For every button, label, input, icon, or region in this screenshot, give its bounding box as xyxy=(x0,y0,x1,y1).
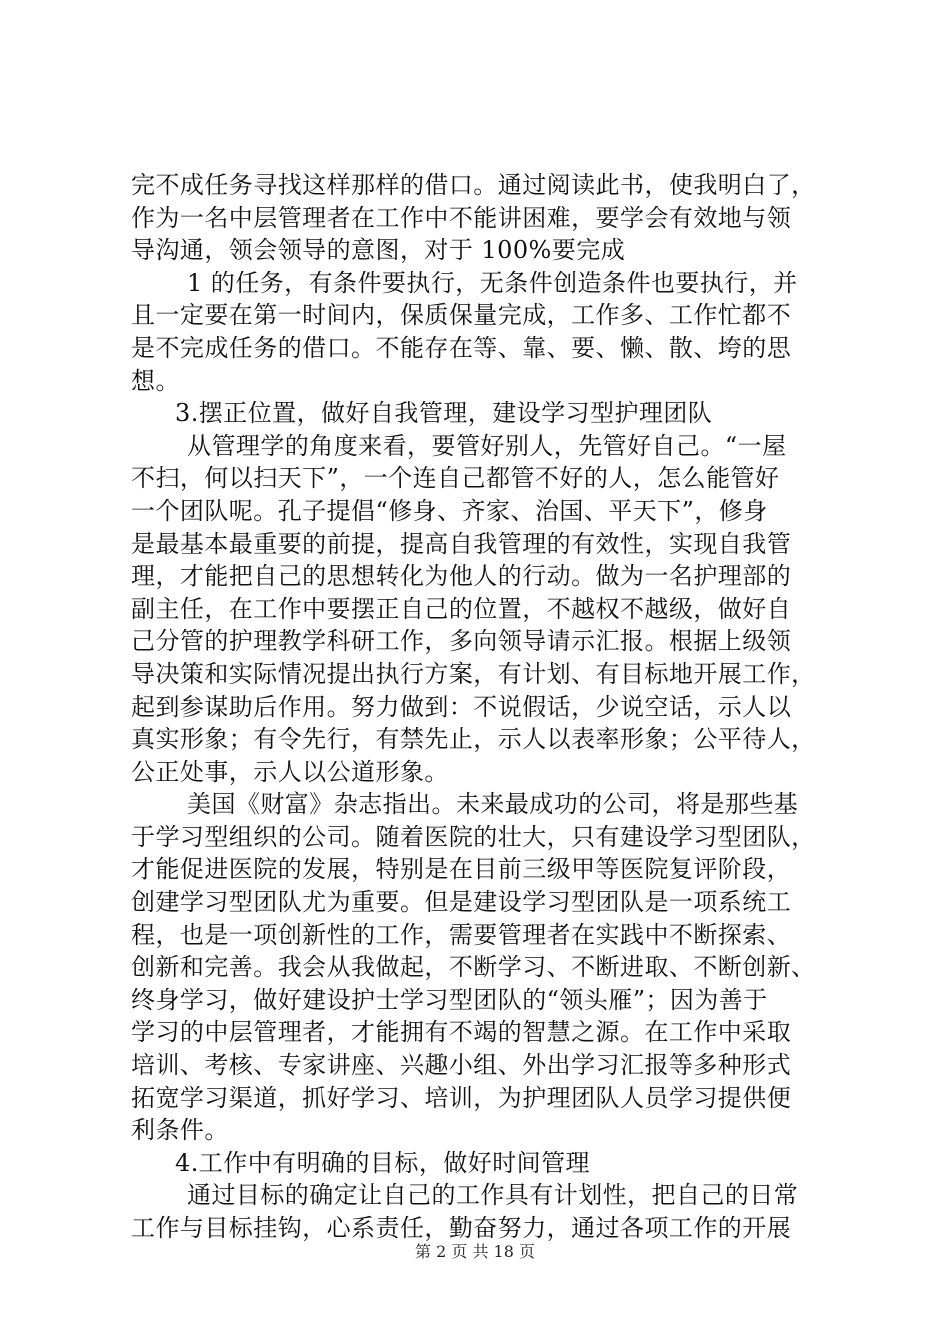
text-line: 工作与目标挂钩，心系责任，勤奋努力，通过各项工作的开展 xyxy=(131,1214,792,1242)
text-line: 理，才能把自己的思想转化为他人的行动。做为一名护理部的 xyxy=(131,562,792,591)
text-line: 拓宽学习渠道，抓好学习、培训，为护理团队人员学习提供便 xyxy=(131,1083,792,1112)
text-line: 从管理学的角度来看，要管好别人，先管好自己。“一屋 xyxy=(187,431,787,460)
text-line: 创新和完善。我会从我做起，不断学习、不断进取、不断创新、 xyxy=(131,953,816,982)
text-line: 完不成任务寻找这样那样的借口。通过阅读此书，使我明白了， xyxy=(131,171,816,199)
text-line: 通过目标的确定让自己的工作具有计划性，把自己的日常 xyxy=(187,1181,799,1210)
text-line: 是最基本最重要的前提，提高自我管理的有效性，实现自我管 xyxy=(131,529,792,558)
text-line: 美国《财富》杂志指出。未来最成功的公司，将是那些基 xyxy=(187,790,799,819)
text-line: 导沟通，领会领导的意图，对于 100%要完成 xyxy=(131,236,626,265)
text-line: 真实形象；有令先行，有禁先止，示人以表率形象；公平待人， xyxy=(131,725,816,754)
page-footer: 第 2 页 共 18 页 xyxy=(415,1242,535,1261)
text-line: 不扫，何以扫天下”，一个连自己都管不好的人，怎么能管好 xyxy=(131,464,780,493)
text-line: 于学习型组织的公司。随着医院的壮大，只有建设学习型团队， xyxy=(131,822,816,851)
text-line: 想。 xyxy=(131,366,180,395)
text-line: 是不完成任务的借口。不能存在等、靠、要、懒、散、垮的思 xyxy=(131,333,792,362)
text-line: 创建学习型团队尤为重要。但是建设学习型团队是一项系统工 xyxy=(131,888,792,917)
text-line: 利条件。 xyxy=(131,1116,229,1145)
section-heading: 4.工作中有明确的目标，做好时间管理 xyxy=(175,1148,590,1177)
section-heading: 3.摆正位置，做好自我管理，建设学习型护理团队 xyxy=(175,399,713,428)
document-body xyxy=(131,169,831,1245)
text-line: 1 的任务，有条件要执行，无条件创造条件也要执行，并 xyxy=(187,268,798,297)
text-line: 一个团队呢。孔子提倡“修身、齐家、治国、平天下”，修身 xyxy=(131,496,768,525)
text-line: 作为一名中层管理者在工作中不能讲困难，要学会有效地与领 xyxy=(131,203,792,232)
text-line: 学习的中层管理者，才能拥有不竭的智慧之源。在工作中采取 xyxy=(131,1018,792,1047)
text-line: 己分管的护理教学科研工作，多向领导请示汇报。根据上级领 xyxy=(131,627,792,656)
text-line: 导决策和实际情况提出执行方案，有计划、有目标地开展工作， xyxy=(131,659,816,688)
text-line: 终身学习，做好建设护士学习型团队的“领头雁”；因为善于 xyxy=(131,985,768,1014)
text-line: 公正处事，示人以公道形象。 xyxy=(131,757,449,786)
text-line: 且一定要在第一时间内，保质保量完成，工作多、工作忙都不 xyxy=(131,301,792,330)
text-line: 起到参谋助后作用。努力做到：不说假话，少说空话，示人以 xyxy=(131,692,792,721)
text-line: 副主任，在工作中要摆正自己的位置，不越权不越级，做好自 xyxy=(131,594,792,623)
text-line: 才能促进医院的发展，特别是在目前三级甲等医院复评阶段， xyxy=(131,855,792,884)
text-line: 培训、考核、专家讲座、兴趣小组、外出学习汇报等多种形式 xyxy=(131,1051,792,1080)
text-line: 程，也是一项创新性的工作，需要管理者在实践中不断探索、 xyxy=(131,920,792,949)
